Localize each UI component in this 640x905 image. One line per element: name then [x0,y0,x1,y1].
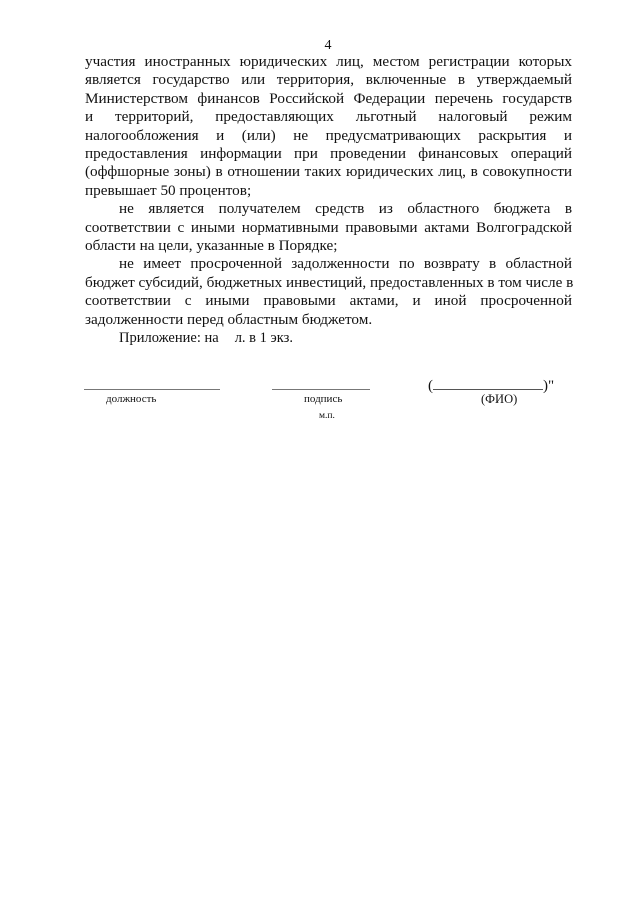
appendix-line [119,329,293,347]
paragraph-3-line-2: бюджет субсидий, бюджетных инвестиций, предоставленных в том числе в [85,273,574,291]
position-signature-line [84,389,220,390]
paragraph-2-line-1: не является получателем средств из областного бюджета в [119,200,572,218]
name-blank-line [433,376,543,390]
appendix-suffix: л. в 1 экз. [234,330,293,346]
stamp-caption: м.п. [319,411,335,421]
paragraph-1-line-7: (оффшорные зоны) в отношении таких юридических лиц, в совокупности [85,163,572,181]
name-close-paren: )" [543,378,555,394]
paragraph-1-line-5: налогообложения и (или) не предусматривающих раскрытия и [85,126,572,144]
name-caption: (ФИО) [481,392,518,406]
paragraph-2-line-2: соответствии с иными нормативными правовыми актами Волгоградской [85,218,572,236]
paragraph-1-line-3: Министерством финансов Российской Федерации перечень государств [85,89,572,107]
paragraph-3-line-4: задолженности перед областным бюджетом. [85,310,373,328]
signature-caption: подпись [304,393,343,405]
position-caption: должность [106,393,157,405]
paragraph-1-line-6: предоставления информации при проведении финансовых операций [85,145,572,163]
paragraph-2-line-3: области на цели, указанные в Порядке; [85,237,338,255]
paragraph-3-line-3: соответствии с иными правовыми актами, и иной просроченной [85,292,572,310]
signature-line [272,389,370,390]
paragraph-1-line-4: и территорий, предоставляющих льготный налоговый режим [85,108,572,126]
name-open-paren: ( [428,378,433,394]
paragraph-3-line-1: не имеет просроченной задолженности по возврату в областной [119,255,572,273]
page-number: 4 [324,38,332,53]
appendix-prefix: Приложение: на [119,330,219,346]
paragraph-1-line-8: превышает 50 процентов; [85,181,252,199]
document-body [85,53,572,329]
paragraph-1-line-1: участия иностранных юридических лиц, местом регистрации которых [85,53,572,70]
paragraph-1-line-2: является государство или территория, включенные в утверждаемый [85,71,572,89]
